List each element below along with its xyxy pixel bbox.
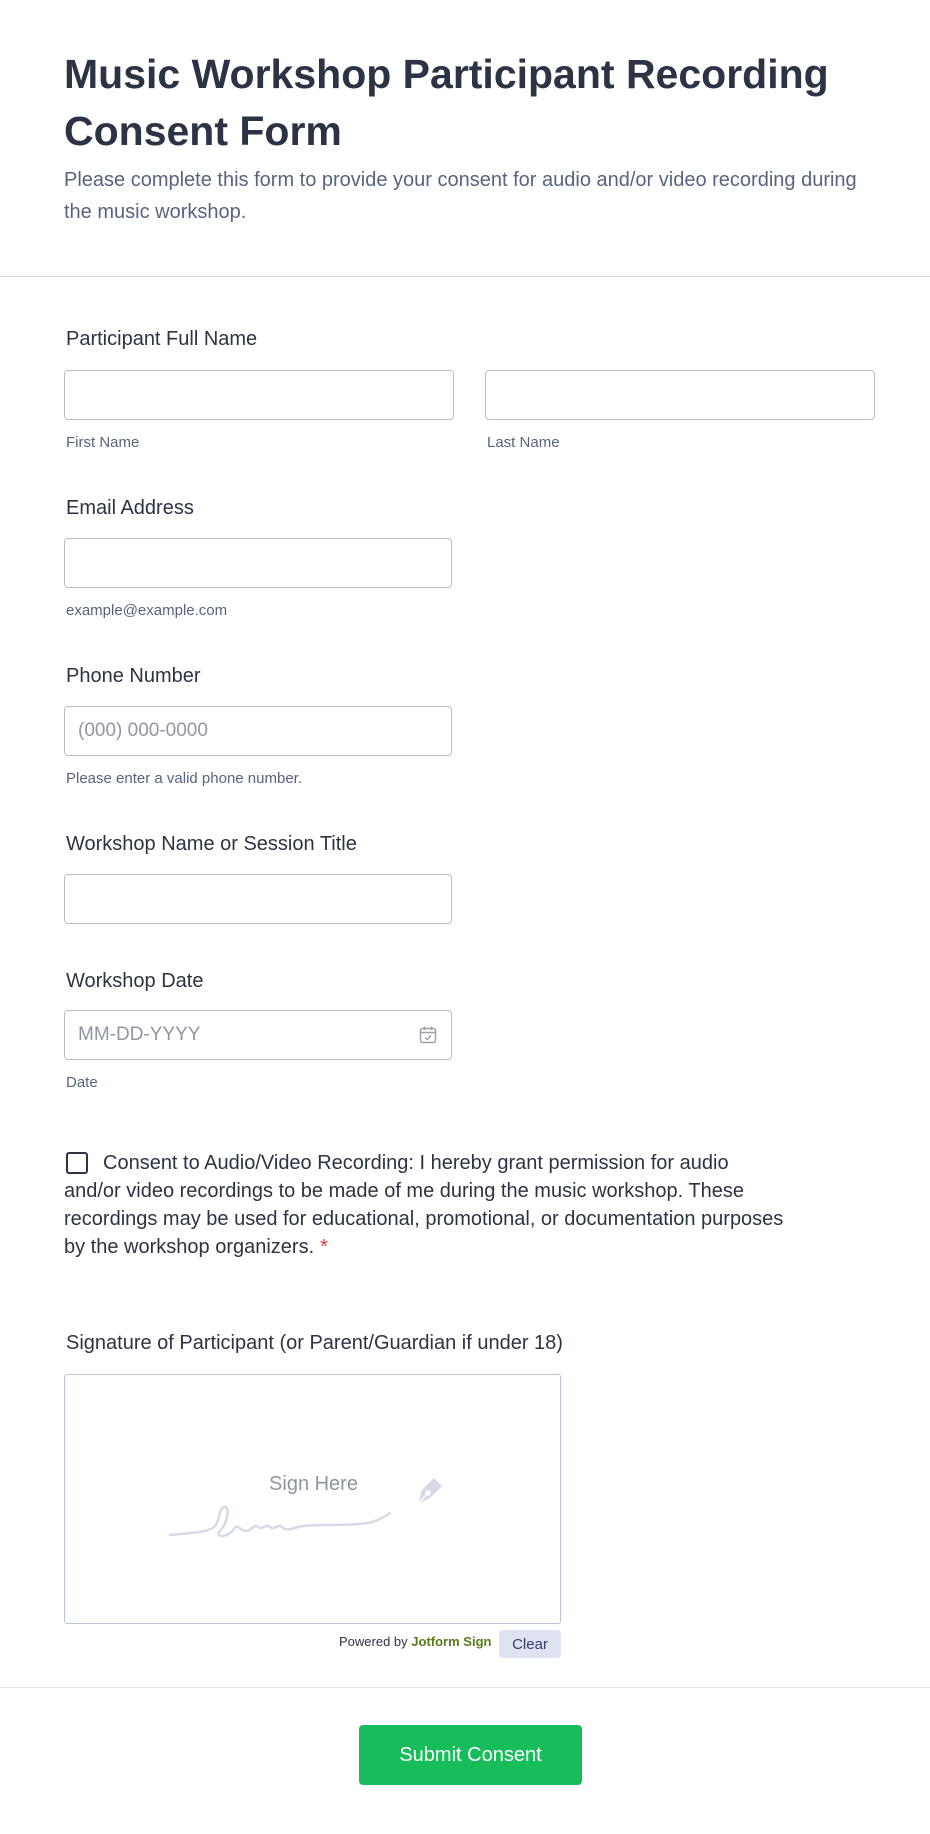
workshop-name-input[interactable] [64, 874, 452, 924]
form-header [0, 0, 930, 277]
signature-pad[interactable] [64, 1374, 561, 1624]
phone-input[interactable] [64, 706, 452, 756]
footer-divider [0, 1687, 930, 1688]
full-name-label: Participant Full Name [66, 328, 258, 350]
date-sublabel: Date [66, 1074, 98, 1091]
date-field [64, 1010, 452, 1060]
pen-nib-icon [408, 1470, 450, 1512]
form-title: Music Workshop Participant Recording Consent Form [64, 51, 829, 154]
phone-sublabel: Please enter a valid phone number. [66, 770, 302, 787]
powered-by-text: Powered by [339, 1634, 408, 1649]
first-name-sublabel: First Name [66, 434, 140, 451]
required-asterisk: * [320, 1236, 328, 1258]
consent-row [64, 1149, 784, 1261]
submit-button[interactable]: Submit Consent [359, 1725, 582, 1785]
workshop-date-label: Workshop Date [66, 970, 204, 992]
first-name-input[interactable] [64, 370, 454, 420]
consent-checkbox[interactable] [66, 1152, 88, 1174]
email-label: Email Address [66, 497, 194, 519]
workshop-name-label: Workshop Name or Session Title [66, 833, 357, 855]
last-name-input[interactable] [485, 370, 875, 420]
consent-label [64, 1149, 784, 1261]
signature-label: Signature of Participant (or Parent/Guardian if under 18) [66, 1332, 563, 1354]
consent-text: Consent to Audio/Video Recording: I hereby grant permission for audio and/or video recordings to be made of me during the music workshop. These recordings may be used for educational, promotional, or documentation purposes by the workshop organizers. [64, 1152, 784, 1258]
jotform-sign-brand: Jotform Sign [411, 1634, 492, 1649]
workshop-date-input[interactable] [64, 1010, 452, 1060]
phone-label: Phone Number [66, 665, 201, 687]
last-name-sublabel: Last Name [487, 434, 560, 451]
powered-by [339, 1634, 491, 1649]
calendar-icon[interactable] [418, 1025, 438, 1045]
sign-here-placeholder: Sign Here [269, 1473, 358, 1495]
email-sublabel: example@example.com [66, 602, 228, 619]
form-subtitle: Please complete this form to provide your consent for audio and/or video recording during the music workshop. [64, 169, 857, 223]
clear-signature-button[interactable]: Clear [499, 1630, 561, 1658]
email-input[interactable] [64, 538, 452, 588]
